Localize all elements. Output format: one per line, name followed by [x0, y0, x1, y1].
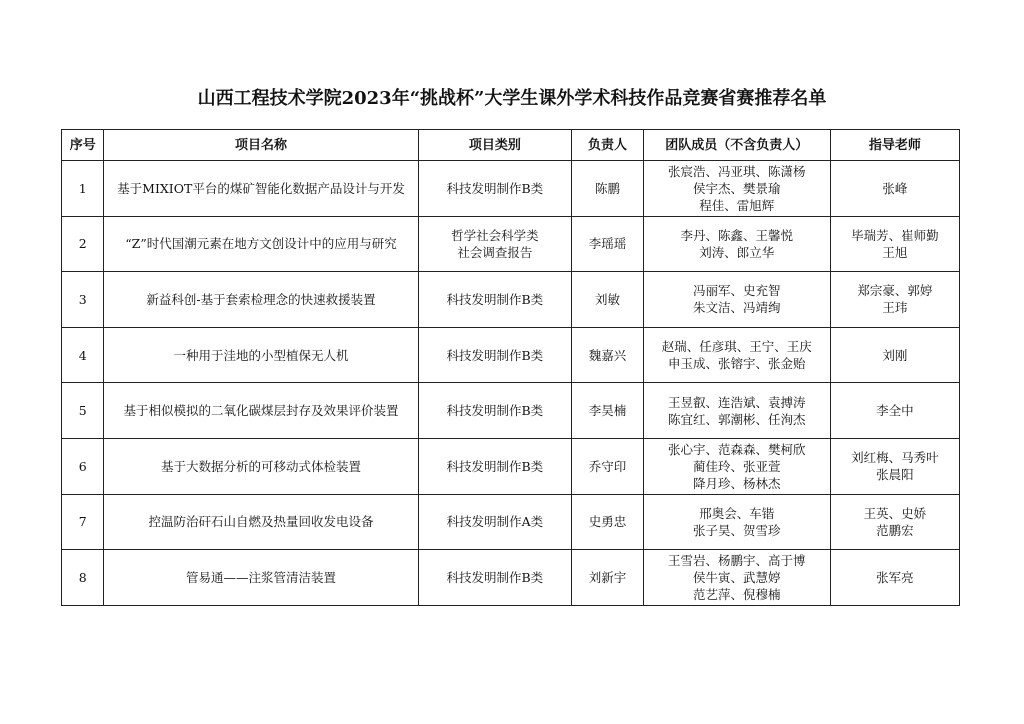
project-category	[418, 494, 572, 550]
table-body	[62, 161, 960, 606]
advisor-line: 毕瑞芳、崔师勤	[851, 227, 939, 243]
table-row	[62, 494, 960, 550]
project-category	[418, 161, 572, 217]
row-number: 6	[62, 438, 104, 494]
leader-name: 陈鹏	[572, 161, 644, 217]
project-name	[104, 438, 418, 494]
advisors	[830, 327, 959, 383]
members-line: 赵瑞、任彦琪、王宁、王庆	[661, 339, 812, 355]
members-line: 王昱叡、连浩斌、袁搏涛	[667, 394, 806, 410]
members-line: 范艺萍、倪穆楠	[692, 586, 781, 602]
project-category	[418, 272, 572, 328]
project-name-text: 一种用于洼地的小型植保无人机	[173, 347, 349, 363]
row-number: 8	[62, 550, 104, 606]
table-row	[62, 216, 960, 272]
advisor-line: 刘红梅、马秀叶	[851, 450, 939, 466]
members-line: 张心宇、范森森、樊柯欣	[667, 441, 806, 457]
leader-name: 魏嘉兴	[572, 327, 644, 383]
table-row	[62, 327, 960, 383]
category-line: 科技发明制作A类	[446, 514, 544, 530]
header-project-category: 项目类别	[418, 130, 572, 161]
category-line: 科技发明制作B类	[446, 569, 544, 585]
category-line: 哲学社会科学类	[451, 227, 539, 243]
category-line: 科技发明制作B类	[446, 403, 544, 419]
project-category	[418, 438, 572, 494]
project-category	[418, 383, 572, 439]
team-members	[643, 272, 830, 328]
project-name-text: 新益科创-基于套索检理念的快速救援装置	[146, 291, 376, 307]
members-line: 张宸浩、冯亚琪、陈潇杨	[667, 163, 806, 179]
project-name-text: 管易通——注浆管清洁装置	[185, 569, 336, 585]
table-row	[62, 438, 960, 494]
table-row	[62, 272, 960, 328]
advisor-line: 张晨阳	[876, 467, 914, 483]
project-name	[104, 550, 418, 606]
header-team-members: 团队成员（不含负责人）	[643, 130, 830, 161]
row-number: 7	[62, 494, 104, 550]
advisor-line: 张军亮	[876, 569, 914, 585]
leader-name: 乔守印	[572, 438, 644, 494]
project-name	[104, 327, 418, 383]
members-line: 侯牛寅、武慧婷	[692, 569, 781, 585]
members-line: 邢奥会、车锴	[699, 505, 775, 521]
advisors	[830, 272, 959, 328]
members-line: 蔺佳玲、张亚萱	[692, 458, 781, 474]
recommendation-table	[61, 129, 960, 606]
team-members	[643, 494, 830, 550]
category-line: 社会调查报告	[457, 244, 533, 260]
project-name-text: 控温防治矸石山自燃及热量回收发电设备	[148, 514, 374, 530]
members-line: 朱文洁、冯靖绚	[692, 300, 781, 316]
advisors	[830, 216, 959, 272]
members-line: 李丹、陈鑫、王馨悦	[680, 227, 793, 243]
members-line: 程佳、雷旭辉	[699, 197, 775, 213]
header-leader: 负责人	[572, 130, 644, 161]
project-category	[418, 216, 572, 272]
team-members	[643, 327, 830, 383]
members-line: 刘涛、郎立华	[699, 244, 775, 260]
members-line: 侯宇杰、樊景瑜	[692, 180, 781, 196]
advisor-line: 张峰	[882, 180, 908, 196]
team-members	[643, 216, 830, 272]
team-members	[643, 383, 830, 439]
project-name	[104, 494, 418, 550]
row-number: 5	[62, 383, 104, 439]
document-title: 山西工程技术学院2023年“挑战杯”大学生课外学术科技作品竞赛省赛推荐名单	[197, 88, 827, 109]
leader-name: 刘新宇	[572, 550, 644, 606]
advisor-line: 郑宗豪、郭婷	[857, 283, 933, 299]
leader-name: 史勇忠	[572, 494, 644, 550]
advisor-line: 王英、史娇	[863, 505, 927, 521]
advisors	[830, 383, 959, 439]
header-project-name: 项目名称	[104, 130, 418, 161]
team-members	[643, 438, 830, 494]
advisor-line: 李全中	[876, 403, 914, 419]
category-line: 科技发明制作B类	[446, 347, 544, 363]
members-line: 张子昊、贺雪珍	[692, 522, 781, 538]
category-line: 科技发明制作B类	[446, 180, 544, 196]
row-number: 2	[62, 216, 104, 272]
project-name-text: 基于大数据分析的可移动式体检装置	[160, 458, 361, 474]
category-line: 科技发明制作B类	[446, 458, 544, 474]
row-number: 1	[62, 161, 104, 217]
row-number: 3	[62, 272, 104, 328]
advisor-line: 范鹏宏	[876, 522, 914, 538]
project-name-text: “Z”时代国潮元素在地方文创设计中的应用与研究	[125, 236, 397, 252]
table-row	[62, 550, 960, 606]
project-category	[418, 550, 572, 606]
category-line: 科技发明制作B类	[446, 291, 544, 307]
members-line: 冯丽军、史充智	[692, 283, 781, 299]
members-line: 陈宜红、郭潮彬、任洵杰	[667, 411, 806, 427]
project-name-text: 基于MIXIOT平台的煤矿智能化数据产品设计与开发	[117, 180, 405, 196]
project-category	[418, 327, 572, 383]
leader-name: 李昊楠	[572, 383, 644, 439]
advisors	[830, 494, 959, 550]
members-line: 申玉成、张镕宇、张金贻	[667, 356, 806, 372]
project-name-text: 基于相似模拟的二氧化碳煤层封存及效果评价装置	[123, 403, 399, 419]
advisors	[830, 438, 959, 494]
advisors	[830, 161, 959, 217]
team-members	[643, 550, 830, 606]
members-line: 降月珍、杨林杰	[692, 475, 781, 491]
table-row	[62, 161, 960, 217]
project-name	[104, 161, 418, 217]
header-advisors: 指导老师	[830, 130, 959, 161]
advisor-line: 王玮	[882, 300, 908, 316]
leader-name: 刘敏	[572, 272, 644, 328]
header-number: 序号	[62, 130, 104, 161]
advisors	[830, 550, 959, 606]
members-line: 王雪岩、杨鹏宇、高于博	[667, 552, 806, 568]
table-row	[62, 383, 960, 439]
advisor-line: 王旭	[882, 244, 908, 260]
table-header-row	[62, 130, 960, 161]
project-name	[104, 272, 418, 328]
row-number: 4	[62, 327, 104, 383]
advisor-line: 刘刚	[882, 347, 908, 363]
project-name	[104, 383, 418, 439]
leader-name: 李瑶瑶	[572, 216, 644, 272]
project-name	[104, 216, 418, 272]
team-members	[643, 161, 830, 217]
